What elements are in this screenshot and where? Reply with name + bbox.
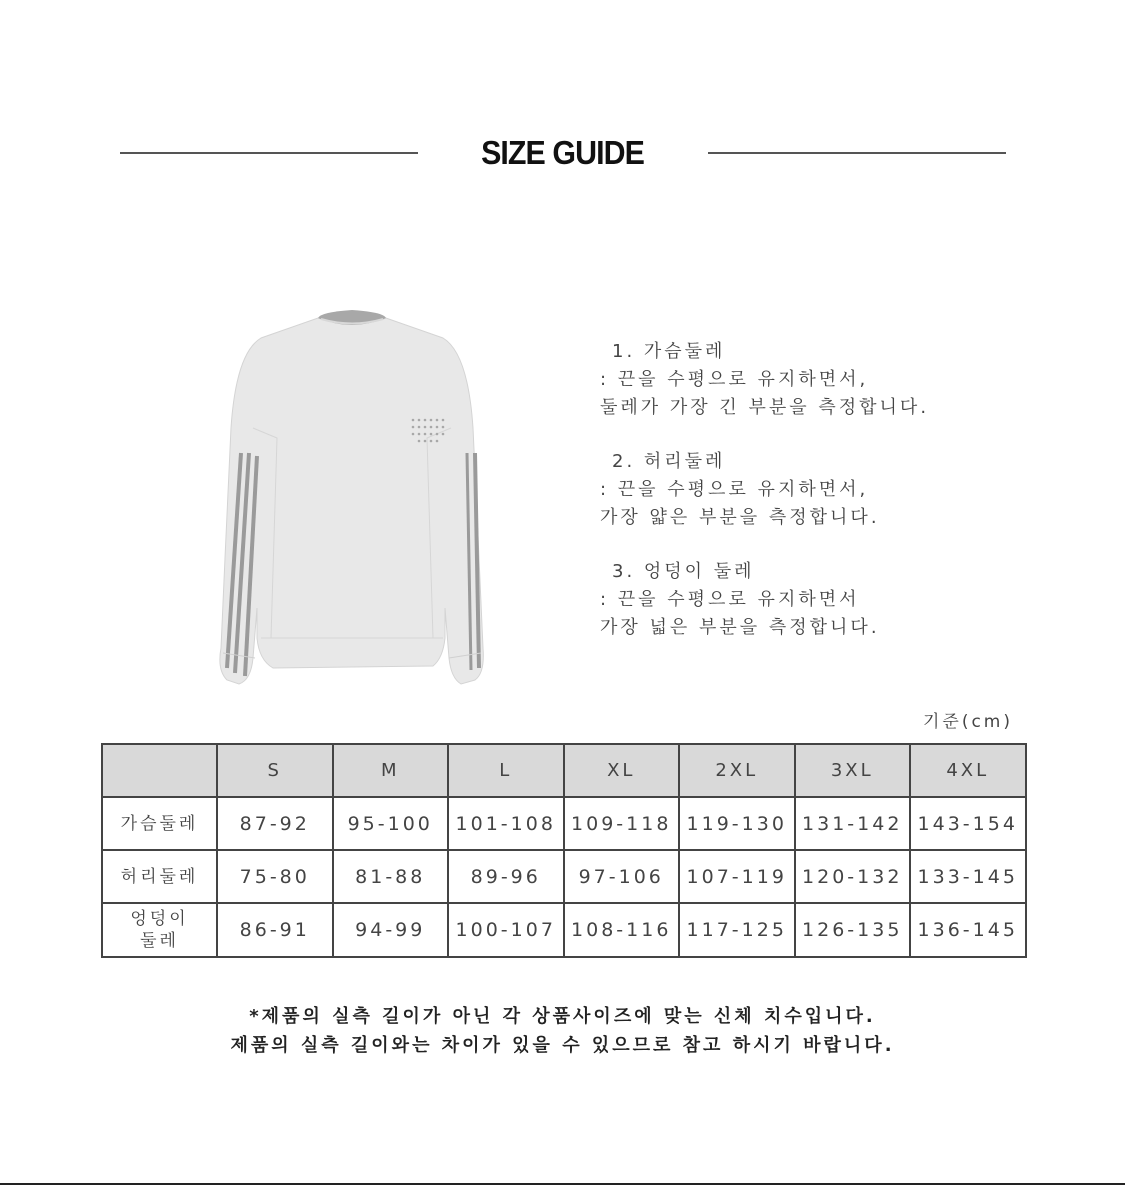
table-cell: 120-132	[795, 850, 911, 903]
row-label-line: 둘레	[140, 931, 179, 951]
unit-label: 기준(cm)	[922, 712, 1013, 732]
column-header-3xl: 3XL	[795, 744, 911, 797]
table-cell: 133-145	[910, 850, 1026, 903]
instruction-line: 가장 넓은 부분을 측정합니다.	[600, 617, 880, 638]
table-cell: 126-135	[795, 903, 911, 957]
footnote	[0, 1002, 1125, 1060]
table-header-row	[102, 744, 1026, 797]
table-cell: 136-145	[910, 903, 1026, 957]
column-header-4xl: 4XL	[910, 744, 1026, 797]
instruction-line: 가장 얇은 부분을 측정합니다.	[600, 507, 880, 528]
table-cell: 89-96	[448, 850, 564, 903]
column-header-m: M	[333, 744, 449, 797]
column-header-blank	[102, 744, 217, 797]
instruction-title: 3. 엉덩이 둘레	[612, 561, 755, 582]
table-cell: 109-118	[564, 797, 680, 850]
row-label: 허리둘레	[102, 850, 217, 903]
table-cell: 86-91	[217, 903, 333, 957]
table-cell: 97-106	[564, 850, 680, 903]
table-cell: 81-88	[333, 850, 449, 903]
sweatshirt-illustration	[213, 308, 491, 688]
table-cell: 94-99	[333, 903, 449, 957]
table-cell: 87-92	[217, 797, 333, 850]
row-label-line: 엉덩이	[130, 909, 189, 929]
column-header-l: L	[448, 744, 564, 797]
column-header-s: S	[217, 744, 333, 797]
instruction-line: : 끈을 수평으로 유지하면서	[600, 589, 860, 610]
table-cell: 119-130	[679, 797, 795, 850]
table-cell: 117-125	[679, 903, 795, 957]
table-row-waist	[102, 850, 1026, 903]
table-cell: 131-142	[795, 797, 911, 850]
table-cell: 107-119	[679, 850, 795, 903]
footnote-line-2: 제품의 실측 길이와는 차이가 있을 수 있으므로 참고 하시기 바랍니다.	[230, 1035, 895, 1056]
footnote-line-1: *제품의 실측 길이가 아닌 각 상품사이즈에 맞는 신체 치수입니다.	[249, 1006, 876, 1027]
row-label: 가슴둘레	[102, 797, 217, 850]
size-table	[101, 743, 1027, 958]
page-title: SIZE GUIDE	[481, 134, 645, 171]
table-row-hip	[102, 903, 1026, 957]
column-header-2xl: 2XL	[679, 744, 795, 797]
table-row-chest	[102, 797, 1026, 850]
header-divider-right	[708, 152, 1006, 154]
instruction-chest	[600, 338, 1000, 422]
measurement-instructions	[600, 338, 1000, 668]
instruction-title: 2. 허리둘레	[612, 451, 726, 472]
instruction-title: 1. 가슴둘레	[612, 341, 726, 362]
table-cell: 95-100	[333, 797, 449, 850]
instruction-waist	[600, 448, 1000, 532]
product-image-sweatshirt	[213, 308, 491, 688]
column-header-xl: XL	[564, 744, 680, 797]
instruction-line: : 끈을 수평으로 유지하면서,	[600, 369, 869, 390]
table-cell: 101-108	[448, 797, 564, 850]
row-label	[102, 903, 217, 957]
table-cell: 143-154	[910, 797, 1026, 850]
table-cell: 100-107	[448, 903, 564, 957]
instruction-line: : 끈을 수평으로 유지하면서,	[600, 479, 869, 500]
header-divider-left	[120, 152, 418, 154]
instruction-hip	[600, 558, 1000, 642]
size-guide-header	[120, 130, 1006, 176]
table-cell: 108-116	[564, 903, 680, 957]
instruction-line: 둘레가 가장 긴 부분을 측정합니다.	[600, 397, 930, 418]
table-cell: 75-80	[217, 850, 333, 903]
